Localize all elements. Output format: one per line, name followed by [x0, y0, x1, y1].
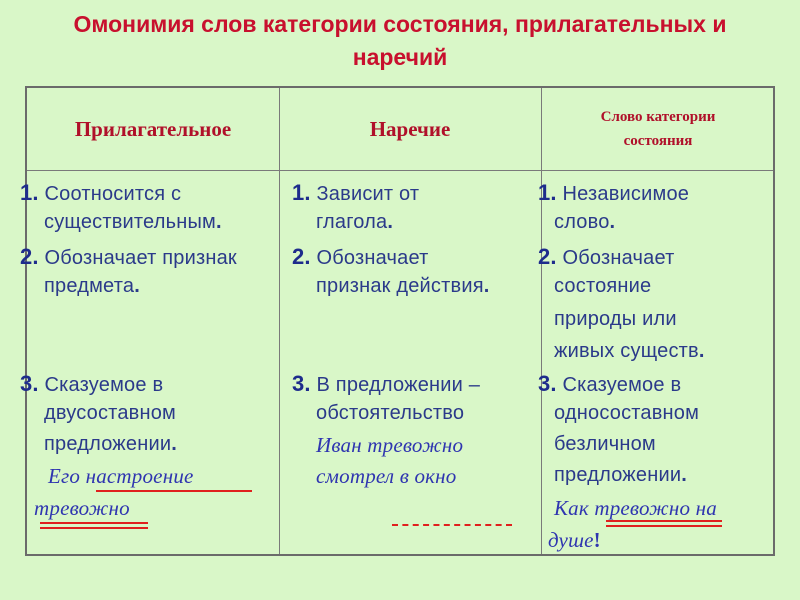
state-example-line-1	[554, 496, 717, 521]
adjective-example-underline-1	[96, 490, 252, 492]
state-point-2-line-1	[538, 244, 675, 270]
header-state-line-2: состояния	[623, 133, 693, 149]
adjective-point-3-text-1: Сказуемое в	[44, 374, 164, 396]
adverb-point-3-line-1	[292, 371, 480, 397]
adjective-point-2-number: 2.	[20, 244, 39, 269]
adverb-point-3-number: 3.	[292, 371, 311, 396]
adverb-point-2-text-2: признак действия	[316, 275, 484, 297]
state-point-3-line-4	[554, 464, 687, 487]
state-point-3-line-2: односоставном	[554, 402, 700, 424]
state-point-2-text-4: живых существ	[554, 340, 699, 362]
state-point-3-text-4: предложении	[554, 464, 682, 486]
adjective-point-3-period: .	[171, 433, 177, 455]
adjective-point-2-text-2: предмета	[44, 275, 135, 297]
state-point-2-text-1: Обозначает	[562, 247, 675, 269]
state-point-1-text-1: Независимое	[562, 183, 690, 205]
state-point-3-line-1	[538, 371, 681, 397]
header-state-line-1: Слово категории	[600, 109, 716, 125]
state-example-text-c: на	[690, 496, 717, 520]
adverb-point-1-text-1: Зависит от	[316, 183, 420, 205]
adverb-point-2-line-1	[292, 244, 429, 270]
page-title	[0, 8, 800, 74]
title-line-2: наречий	[352, 44, 448, 70]
state-point-2-line-3: природы или	[554, 308, 677, 330]
state-point-2-number: 2.	[538, 244, 557, 269]
header-adjective: Прилагательное	[74, 116, 232, 141]
adjective-point-1-line-1	[20, 180, 181, 206]
adjective-point-1-number: 1.	[20, 180, 39, 205]
adjective-point-3-number: 3.	[20, 371, 39, 396]
adjective-point-2-period: .	[134, 275, 140, 297]
adverb-point-2-number: 2.	[292, 244, 311, 269]
adjective-example-underline-2a	[40, 522, 148, 524]
adverb-point-1-text-2: глагола	[316, 211, 388, 233]
adjective-point-3-line-1	[20, 371, 163, 397]
state-point-1-line-1	[538, 180, 689, 206]
adverb-example-dashed-underline	[392, 524, 512, 526]
state-point-1-text-2: слово	[554, 211, 610, 233]
state-example-line-2	[548, 528, 601, 553]
adverb-point-3-line-2: обстоятельство	[316, 402, 465, 424]
state-point-3-number: 3.	[538, 371, 557, 396]
adjective-point-1-line-2	[44, 211, 222, 234]
state-example-text-2: душе	[548, 528, 594, 552]
adverb-point-1-line-1	[292, 180, 419, 206]
adjective-point-2-line-2	[44, 275, 140, 298]
adjective-point-3-text-3: предложении	[44, 433, 172, 455]
adverb-point-2-line-2	[316, 275, 490, 298]
state-point-2-period: .	[698, 340, 705, 362]
adverb-point-3-text-1: В предложении –	[316, 374, 481, 396]
state-point-1-number: 1.	[538, 180, 557, 205]
state-example-keyword: тревожно	[594, 496, 691, 520]
state-point-3-period: .	[681, 464, 687, 486]
state-point-1-line-2	[554, 211, 615, 234]
header-state-word	[541, 88, 775, 170]
header-divider	[27, 170, 773, 171]
adjective-point-2-line-1	[20, 244, 237, 270]
adverb-example-line-1: Иван тревожно	[316, 433, 464, 457]
state-example-underline-b	[606, 525, 722, 527]
adjective-point-1-period: .	[215, 211, 222, 233]
adjective-example-line-2: тревожно	[34, 496, 130, 520]
state-example-exclamation: !	[593, 528, 601, 552]
adjective-point-3-text-2: двусоставном	[44, 402, 176, 424]
adjective-example-line-1: Его настроение	[48, 464, 194, 488]
adjective-point-2-text-1: Обозначает признак	[44, 247, 237, 269]
adverb-point-1-line-2	[316, 211, 393, 234]
adverb-example-line-2: смотрел в окно	[316, 464, 457, 488]
state-point-3-text-1: Сказуемое в	[562, 374, 682, 396]
state-point-2-line-4	[554, 340, 705, 363]
state-example-text-a: Как	[554, 496, 595, 520]
state-example-underline-a	[606, 520, 722, 522]
title-line-1: Омонимия слов категории состояния, прилагательных и	[73, 11, 727, 37]
state-point-2-line-2: состояние	[554, 275, 652, 297]
adjective-point-3-line-2	[44, 402, 176, 425]
adverb-point-2-period: .	[483, 275, 490, 297]
state-point-1-period: .	[609, 211, 616, 233]
adjective-point-1-text-2: существительным	[44, 211, 216, 233]
state-point-3-line-3: безличном	[554, 433, 656, 455]
header-adverb: Наречие	[369, 116, 451, 141]
adjective-point-3-line-3	[44, 433, 177, 456]
adjective-example-underline-2b	[40, 527, 148, 529]
adjective-point-1-text-1: Соотносится с	[44, 183, 182, 205]
adverb-point-1-period: .	[387, 211, 394, 233]
adverb-point-2-text-1: Обозначает	[316, 247, 429, 269]
adverb-point-1-number: 1.	[292, 180, 311, 205]
